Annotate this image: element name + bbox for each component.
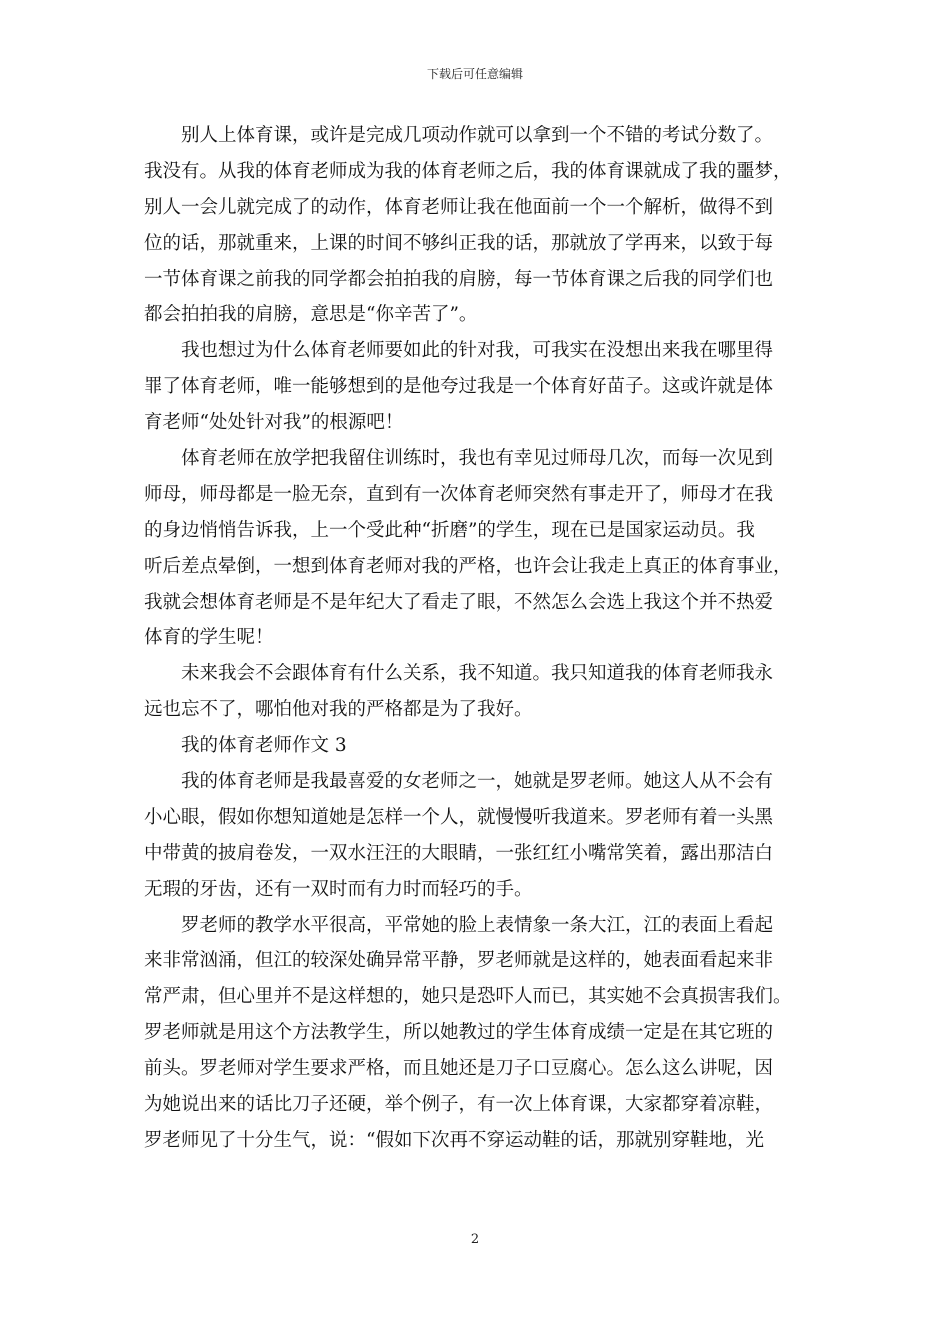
text-line: 都会拍拍我的肩膀，意思是“你辛苦了”。	[144, 304, 478, 326]
text-line: 小心眼，假如你想知道她是怎样一个人，就慢慢听我道来。罗老师有着一头黑	[144, 806, 774, 828]
text-line: 远也忘不了，哪怕他对我的严格都是为了我好。	[144, 699, 533, 721]
text-line: 为她说出来的话比刀子还硬，举个例子，有一次上体育课，大家都穿着凉鞋，	[144, 1094, 774, 1116]
text-line: 前头。罗老师对学生要求严格，而且她还是刀子口豆腐心。怎么这么讲呢，因	[144, 1058, 774, 1080]
text-line: 体育的学生呢！	[144, 627, 274, 649]
text-line: 无瑕的牙齿，还有一双时而有力时而轻巧的手。	[144, 878, 533, 900]
text-line: 我的体育老师是我最喜爱的女老师之一，她就是罗老师。她这人从不会有	[181, 771, 774, 793]
text-line: 位的话，那就重来，上课的时间不够纠正我的话，那就放了学再来，以致于每	[144, 232, 774, 254]
text-line: 中带黄的披肩卷发，一双水汪汪的大眼睛，一张红红小嘴常笑着，露出那洁白	[144, 842, 774, 864]
text-line: 我没有。从我的体育老师成为我的体育老师之后，我的体育课就成了我的噩梦，	[144, 160, 792, 182]
text-line: 我也想过为什么体育老师要如此的针对我，可我实在没想出来我在哪里得	[181, 340, 774, 362]
text-line: 罗老师就是用这个方法教学生，所以她教过的学生体育成绩一定是在其它班的	[144, 1022, 774, 1044]
text-line: 来非常汹涌，但江的较深处确异常平静，罗老师就是这样的，她表面看起来非	[144, 950, 774, 972]
text-line: 的身边悄悄告诉我，上一个受此种“折磨”的学生，现在已是国家运动员。我	[144, 519, 755, 541]
text-line: 罪了体育老师，唯一能够想到的是他夸过我是一个体育好苗子。这或许就是体	[144, 376, 774, 398]
text-line: 别人一会儿就完成了的动作，体育老师让我在他面前一个一个解析，做得不到	[144, 196, 774, 218]
text-line: 我的体育老师作文 3	[181, 735, 347, 757]
text-line: 别人上体育课，或许是完成几项动作就可以拿到一个不错的考试分数了。	[181, 125, 774, 146]
document-body	[144, 118, 808, 1159]
text-line: 听后差点晕倒，一想到体育老师对我的严格，也许会让我走上真正的体育事业，	[144, 555, 792, 577]
page-number: 2	[470, 1232, 480, 1247]
text-line: 常严肃，但心里并不是这样想的，她只是恐吓人而已，其实她不会真损害我们。	[144, 986, 792, 1008]
text-line: 罗老师见了十分生气，说：“假如下次再不穿运动鞋的话，那就别穿鞋地，光	[144, 1129, 764, 1151]
text-line: 师母，师母都是一脸无奈，直到有一次体育老师突然有事走开了，师母才在我	[144, 483, 774, 505]
text-line: 罗老师的教学水平很高，平常她的脸上表情象一条大江，江的表面上看起	[181, 914, 774, 936]
text-line: 未来我会不会跟体育有什么关系，我不知道。我只知道我的体育老师我永	[181, 663, 774, 685]
text-line: 体育老师在放学把我留住训练时，我也有幸见过师母几次，而每一次见到	[181, 448, 774, 470]
text-line: 育老师“处处针对我”的根源吧！	[144, 412, 404, 434]
page-header: 下载后可任意编辑	[426, 67, 523, 81]
text-line: 一节体育课之前我的同学都会拍拍我的肩膀，每一节体育课之后我的同学们也	[144, 268, 774, 290]
text-line: 我就会想体育老师是不是年纪大了看走了眼，不然怎么会选上我这个并不热爱	[144, 591, 774, 613]
